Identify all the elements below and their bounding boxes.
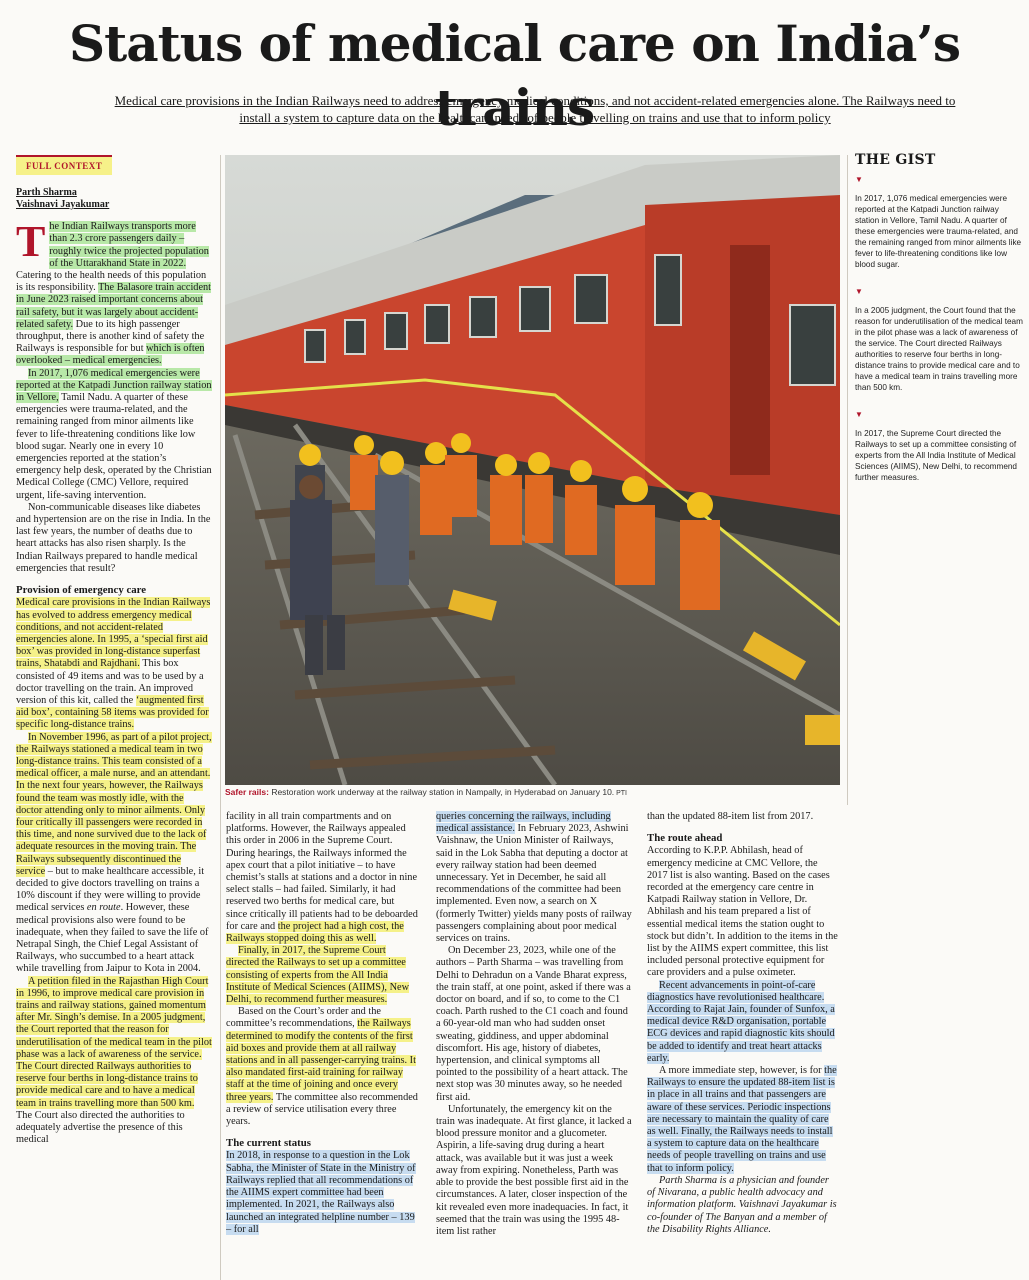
author-name[interactable]: Vaishnavi Jayakumar <box>16 199 110 211</box>
paragraph: A petition filed in the Rajasthan High Court in 1996, to improve medical care provision in trains and railway stations, gained momentum after Mr. Singh’s demise. In a 2005 judgment, the Court reported that the reason for underutilisation of the medical team in the pilot phase was a lack of awareness of the service. The Court directed Railways authorities to reserve four berths in long-distance trains to provide medical care and to have a medical team in trains travelling more than 500 km. The Court also directed the authorities to adequately advertise the presence of this medical <box>16 975 212 1146</box>
author-credit: Parth Sharma is a physician and founder of Nivarana, a public health advocacy and information platform. Vaishnavi Jayakumar is co-founder of The Banyan and a member of the Disability Rights Alliance. <box>647 1174 837 1235</box>
triangle-marker-icon: ▼ <box>855 287 863 296</box>
paragraph: In 2018, in response to a question in the Lok Sabha, the Minister of State in the Ministry of Railways replied that all recommendations of the AIIMS expert committee had been implemented. In 2021, the Railways also launched an integrated helpline number – 139 – for all <box>226 1150 416 1235</box>
paragraph: Finally, in 2017, the Supreme Court directed the Railways to set up a committee consisting of experts from the All India Institute of Medical Sciences (AIIMS), New Delhi, to recommend further measures. <box>226 945 410 1006</box>
paragraph: A more immediate step, however, is for the Railways to ensure the updated 88-item list is in place in all trains and that passengers are aware of these services. Periodic inspections are necessary to maintain the quality of care as well. Finally, the Railways needs to install a system to capture data on the healthcare needs of people travelling on trains and use that to inform policy. <box>647 1065 837 1174</box>
paragraph: In November 1996, as part of a pilot project, the Railways stationed a medical team in two long-distance trains. This team consisted of a medical officer, a male nurse, and an attendant. In the next four years, however, the Railways found the team was mostly idle, with the doctor attending only to minor ailments. Only four critically ill passengers were recorded in this time, and none survived due to the lack of adequate resources in the moving train. The Railways subsequently discontinued the service – but to make healthcare accessible, it decided to give doctors travelling on trains a 10% discount if they were willing to provide medical services en route. However, these medical provisions also were found to be inadequate, when they failed to save the life of Netrapal Singh, the Chief Legal Assistant of Railways, who succumbed to a heart attack while travelling from Jaipur to Kota in 2004. <box>16 731 212 975</box>
paragraph: The Indian Railways transports more than 2.3 crore passengers daily – roughly twice the projected population of the Uttarakhand State in 2022. Catering to the health needs of this population is its responsibility. The Balasore train accident in June 2023 raised important concerns about rail safety, but it was largely about accident-related safety. Due to its high passenger throughput, there is another kind of safety the Railways is responsible for but which is often overlooked – medical emergencies. <box>16 217 212 367</box>
paragraph: On December 23, 2023, while one of the authors – Parth Sharma – was travelling from Delhi to Dehradun on a Vande Bharat express, the train staff, at one point, asked if there was a doctor on board, and if so, to come to the C1 coach. Parth rushed to the C1 coach and found a 60-year-old man who had sudden onset sweating, giddiness, and upper abdominal discomfort. His age, history of diabetes, hypertension, and clinical symptoms all pointed to the possibility of a heart attack. The next stop was 30 minutes away, so he needed first aid. <box>436 945 631 1103</box>
paragraph: queries concerning the railways, including medical assistance. In February 2023, Ashwini Vaishnaw, the Union Minister of Railways, said in the Lok Sabha that deputing a doctor at every railway station had been deemed unnecessary. Yet in December, he said all recommendations of the committee had been implemented. Even now, a search on X (formerly Twitter) yields many posts of railway passengers complaining about poor medical services on trains. <box>436 811 632 945</box>
standfirst <box>70 92 1000 126</box>
gist-title: THE GIST <box>855 152 936 168</box>
standfirst-line-1: Medical care provisions in the Indian Railways need to address emergency medical conditions, and not accident-related emergencies alone. The Railways need to <box>114 93 956 108</box>
article-photo <box>225 155 840 785</box>
paragraph: than the updated 88-item list from 2017. <box>647 811 814 822</box>
railway-restoration-photo <box>225 155 840 785</box>
paragraph: Based on the Court’s order and the committee’s recommendations, the Railways determined to modify the contents of the first aid boxes and provide them at all railway stations and in all passenger-carrying trains. It also mandated first-aid training for railway staff at the time of joining and once every three years. The committee also recommended a review of service utilisation every three years. <box>226 1006 418 1128</box>
article-column-1 <box>16 155 212 1280</box>
paragraph: Recent advancements in point-of-care diagnostics have revolutionised healthcare. According to Rajat Jain, founder of Sunfox, a medical device R&D organisation, portable ECG devices and rapid diagnostic kits should be added to identify and treat heart attacks early. <box>647 979 835 1064</box>
gist-point: In 2017, the Supreme Court directed the Railways to set up a committee consisting of experts from the All India Institute of Medical Sciences (AIIMS), New Delhi, to recommend further measures. <box>855 429 1017 482</box>
paragraph: In 2017, 1,076 medical emergencies were reported at the Katpadi Junction railway station in Vellore, Tamil Nadu. A quarter of these emergencies were trauma-related, and the remaining ranged from minor ailments like fever to life-threatening conditions like low blood sugar. Nearly one in every 10 emergencies reported at the station’s emergency help desk, operated by the Christian Medical College (CMC) Vellore, required urgent, life-saving intervention. <box>16 367 212 501</box>
paragraph: Unfortunately, the emergency kit on the train was inadequate. At first glance, it lacked a blood pressure monitor and a glucometer. Aspirin, a life-saving drug during a heart attack, was available but it was just a week away from expiring. Nonetheless, Parth was able to provide the best possible first aid in the circumstances. A later, closer inspection of the kit revealed even more inadequacies. In fact, it seemed that the train was using the 1995 48-item list rather <box>436 1103 632 1237</box>
paragraph: facility in all train compartments and on platforms. However, the Railways appealed this order in 2006 in the Supreme Court. During hearings, the Railways informed the apex court that a pilot initiative – to have chemist’s stalls at stations and a doctor in nine select stalls – had failed. Similarly, it had reserved two berths for medical care, but since critically ill patients had to be deboarded for care and the project had a high cost, the Railways stopped doing this as well. <box>226 811 418 945</box>
standfirst-line-2: install a system to capture data on the healthcare needs of people travelling on trains and use that to inform policy <box>239 110 831 125</box>
paragraph: Medical care provisions in the Indian Railways has evolved to address emergency medical conditions, and not accident-related emergencies alone. In 1995, a ‘special first aid box’ was provided in long-distance superfast trains, Shatabdi and Rajdhani. This box consisted of 49 items and was to be used by a doctor travelling on the train. An improved version of this kit, called the ‘augmented first aid box’, containing 58 items was provided for specific long-distance trains. <box>16 597 211 731</box>
the-gist-sidebar <box>855 152 1025 499</box>
column-rule <box>220 155 221 1280</box>
triangle-marker-icon: ▼ <box>855 175 863 184</box>
triangle-marker-icon: ▼ <box>855 410 863 419</box>
gist-point: In 2017, 1,076 medical emergencies were reported at the Katpadi Junction railway station in Vellore, Tamil Nadu. A quarter of these emergencies were trauma-related, and the remaining ranged from minor ailments like fever to life-threatening conditions like low blood sugar. <box>855 194 1022 269</box>
column-rule <box>847 155 848 805</box>
paragraph: Non-communicable diseases like diabetes and hypertension are on the rise in India. In the last few years, the number of deaths due to heart attacks has also risen sharply. Is the Indian Railways prepared to handle medical emergencies that result? <box>16 501 211 574</box>
article-column-3 <box>436 811 632 1280</box>
subheading: Provision of emergency care <box>16 584 147 597</box>
photo-caption: Safer rails: Restoration work underway at the railway station in Nampally, in Hyderabad on January 10. PTI <box>225 787 628 797</box>
article-column-4 <box>647 811 839 1280</box>
byline <box>16 187 212 211</box>
subheading: The route ahead <box>647 832 723 845</box>
subheading: The current status <box>226 1137 311 1150</box>
section-kicker: FULL CONTEXT <box>16 155 112 175</box>
author-name[interactable]: Parth Sharma <box>16 187 77 199</box>
article-column-2 <box>226 811 418 1280</box>
paragraph: According to K.P.P. Abhilash, head of emergency medicine at CMC Vellore, the 2017 list is also wanting. Based on the cases recorded at the emergency care centre in Katpadi Railway station in Vellore, Dr. Abhilash and his team prepared a list of essential medical items the station ought to stock but didn’t. In addition to the items in the list by the AIIMS expert committee, this list included personal protective equipment for care providers and a pulse oximeter. <box>647 845 838 979</box>
drop-cap: T <box>16 217 46 267</box>
headline: Status of medical care on India’s trains <box>69 14 960 137</box>
gist-point: In a 2005 judgment, the Court found that the reason for underutilisation of the medical team in the pilot phase was a lack of awareness of the service. The Court directed Railways authorities to reserve four berths in long-distance trains to provide medical care and to have a medical team in trains travelling more than 500 km. <box>855 306 1023 392</box>
